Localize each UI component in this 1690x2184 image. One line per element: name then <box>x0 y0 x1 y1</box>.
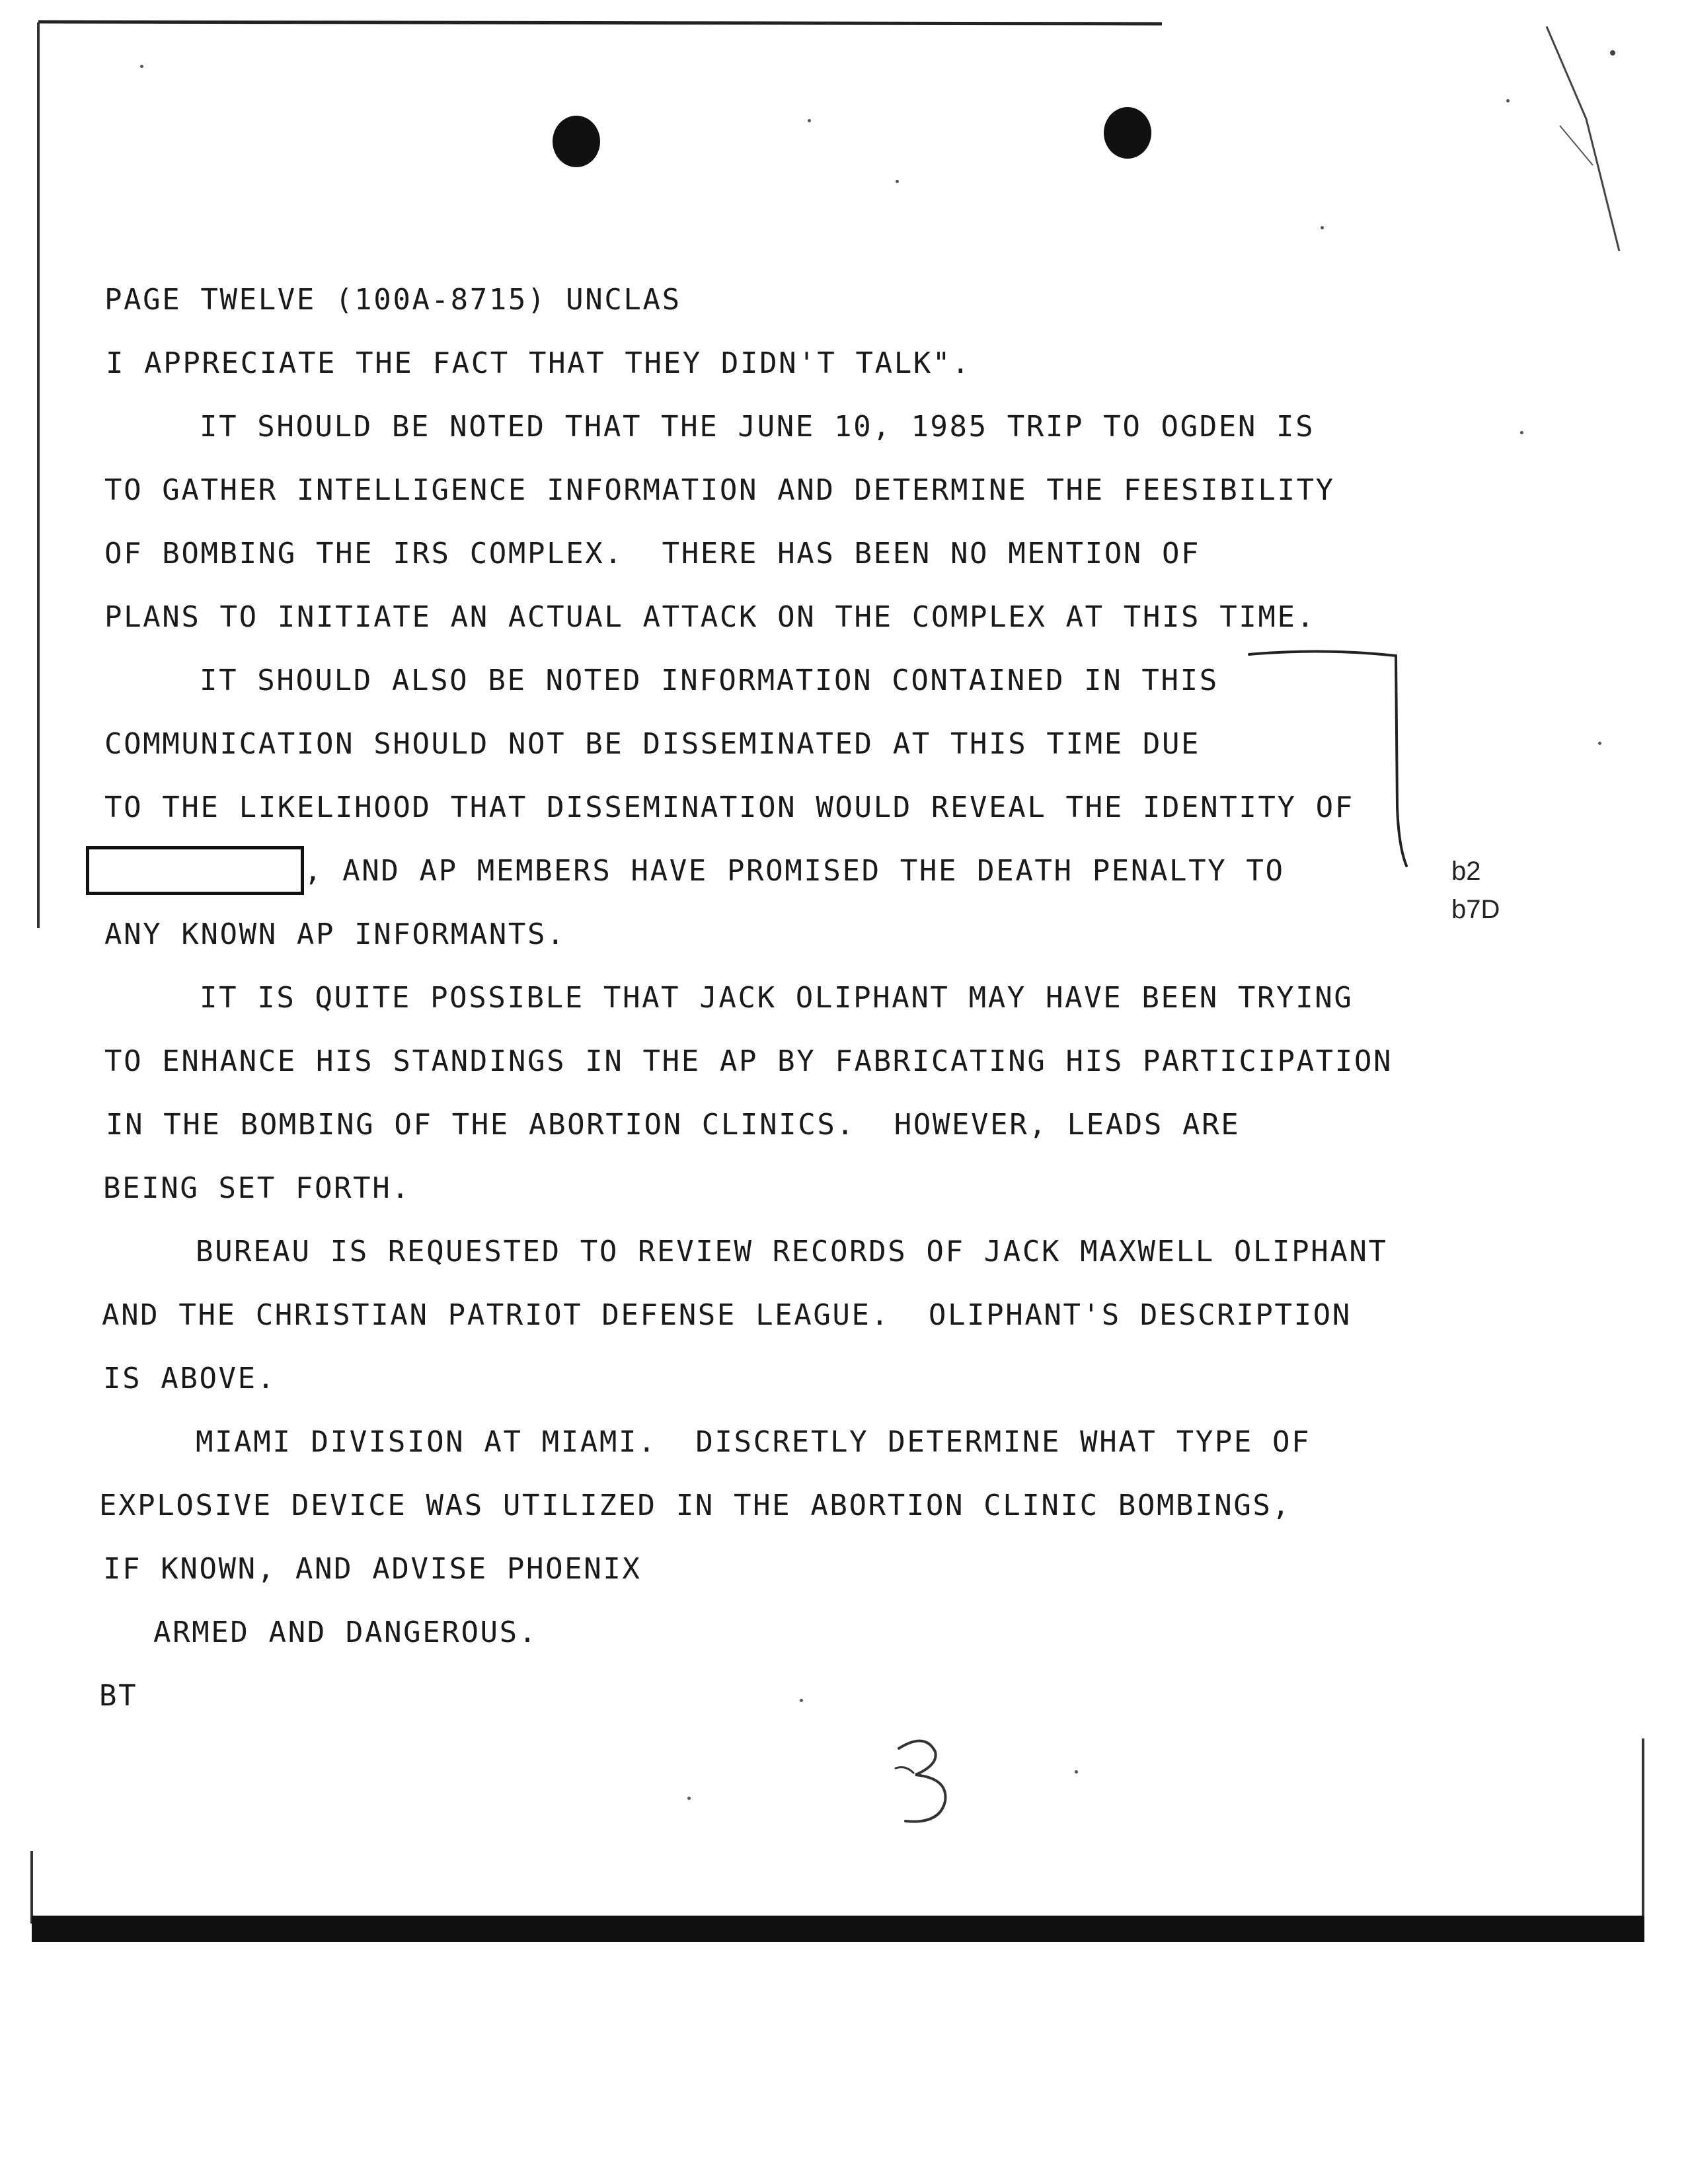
scan-speck <box>1506 99 1510 102</box>
punch-hole-right <box>1104 107 1151 159</box>
handwritten-page-number <box>879 1732 972 1831</box>
text-line: PLANS TO INITIATE AN ACTUAL ATTACK ON THE COMPLEX AT THIS TIME. <box>104 600 1316 634</box>
scan-bottom-bar <box>32 1916 1644 1942</box>
text-line: TO GATHER INTELLIGENCE INFORMATION AND DETERMINE THE FEESIBILITY <box>104 473 1335 507</box>
scan-left-edge-lower <box>30 1851 33 1924</box>
text-line: BEING SET FORTH. <box>103 1171 411 1205</box>
text-line: TO ENHANCE HIS STANDINGS IN THE AP BY FABRICATING HIS PARTICIPATION <box>104 1044 1393 1078</box>
text-line: AND THE CHRISTIAN PATRIOT DEFENSE LEAGUE. OLIPHANT'S DESCRIPTION <box>102 1298 1352 1332</box>
scan-speck <box>1598 742 1601 745</box>
text-line: MIAMI DIVISION AT MIAMI. DISCRETLY DETERMINE WHAT TYPE OF <box>196 1425 1311 1459</box>
text-line: IN THE BOMBING OF THE ABORTION CLINICS. HOWEVER, LEADS ARE <box>106 1108 1241 1142</box>
scan-left-edge <box>37 22 40 928</box>
exemption-code-b7d: b7D <box>1451 895 1500 924</box>
text-line: , AND AP MEMBERS HAVE PROMISED THE DEATH PENALTY TO <box>304 854 1285 888</box>
text-line: IF KNOWN, AND ADVISE PHOENIX <box>103 1552 642 1586</box>
text-line: OF BOMBING THE IRS COMPLEX. THERE HAS BEEN NO MENTION OF <box>104 537 1201 570</box>
scan-right-edge-lower <box>1642 1738 1644 1924</box>
text-line: BUREAU IS REQUESTED TO REVIEW RECORDS OF JACK MAXWELL OLIPHANT <box>196 1235 1388 1268</box>
corner-scratch-marks <box>1520 26 1626 251</box>
scan-speck <box>687 1797 691 1800</box>
scan-speck <box>1075 1770 1078 1774</box>
scan-speck <box>800 1699 803 1702</box>
text-line: IT IS QUITE POSSIBLE THAT JACK OLIPHANT MAY HAVE BEEN TRYING <box>200 981 1354 1015</box>
text-line: ARMED AND DANGEROUS. <box>153 1616 538 1649</box>
scan-speck <box>808 119 811 122</box>
text-line: BT <box>99 1679 138 1713</box>
scan-speck <box>1520 431 1523 434</box>
text-line: ANY KNOWN AP INFORMANTS. <box>104 917 566 951</box>
page-header: PAGE TWELVE (100A-8715) UNCLAS <box>104 283 681 317</box>
text-line: EXPLOSIVE DEVICE WAS UTILIZED IN THE ABORTION CLINIC BOMBINGS, <box>99 1489 1291 1522</box>
text-line: COMMUNICATION SHOULD NOT BE DISSEMINATED AT THIS TIME DUE <box>104 727 1201 761</box>
text-line: TO THE LIKELIHOOD THAT DISSEMINATION WOULD REVEAL THE IDENTITY OF <box>104 791 1354 824</box>
text-line: IS ABOVE. <box>103 1362 276 1395</box>
redaction-bracket-mark <box>1243 648 1414 873</box>
scan-speck <box>1321 226 1324 229</box>
redaction-box <box>86 846 304 895</box>
text-line: IT SHOULD BE NOTED THAT THE JUNE 10, 1985 TRIP TO OGDEN IS <box>200 410 1315 444</box>
text-line: I APPRECIATE THE FACT THAT THEY DIDN'T TALK". <box>106 346 972 380</box>
text-line: IT SHOULD ALSO BE NOTED INFORMATION CONTAINED IN THIS <box>200 664 1219 697</box>
exemption-code-b2: b2 <box>1451 857 1481 886</box>
scan-speck <box>896 180 899 183</box>
scan-speck <box>140 65 143 68</box>
punch-hole-left <box>553 116 600 167</box>
